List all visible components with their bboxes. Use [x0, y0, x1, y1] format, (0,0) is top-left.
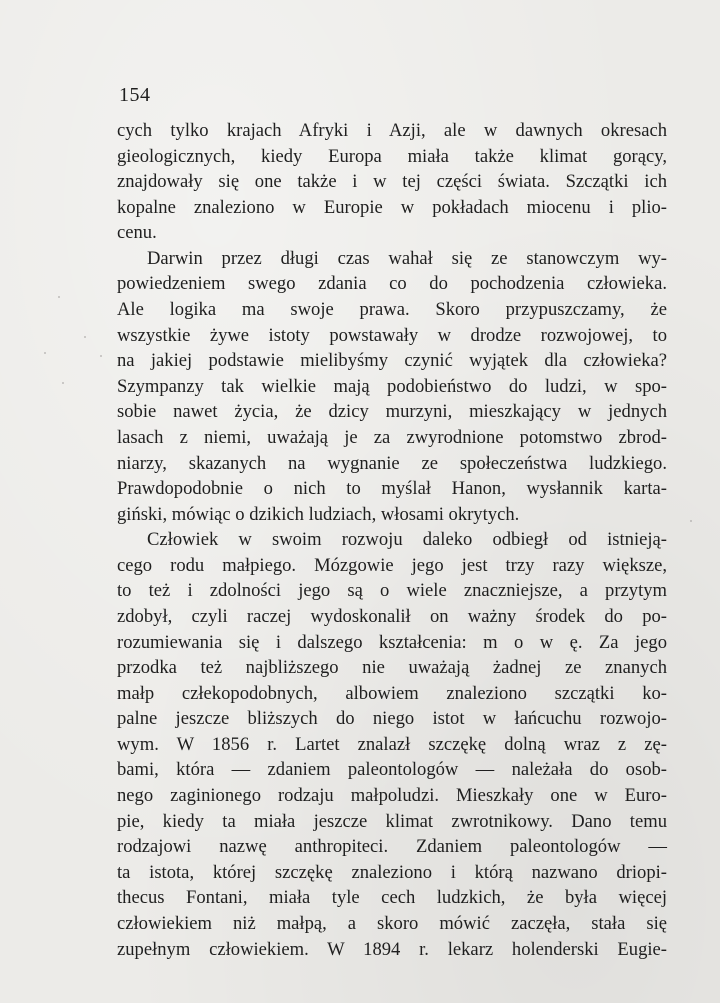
scan-speck [84, 336, 86, 338]
text-line: ta istota, której szczękę znaleziono i którą nazwano driopi- [117, 861, 667, 883]
text-line: rozumiewania się i dalszego kształcenia: m o w ę. Za jego [117, 631, 667, 653]
text-line: Prawdopodobnie o nich to myślał Hanon, wysłannik karta- [117, 478, 667, 500]
scan-speck [58, 296, 60, 298]
text-line: Szympanzy tak wielkie mają podobieństwo do ludzi, w spo- [117, 375, 667, 397]
page-number: 154 [119, 84, 151, 106]
text-line: zdobył, czyli raczej wydoskonalił on ważny środek do po- [117, 605, 667, 627]
scan-speck [44, 352, 46, 354]
text-line: giński, mówiąc o dzikich ludziach, włosami okrytych. [117, 503, 520, 525]
body-text [117, 118, 667, 962]
text-line: znajdowały się one także i w tej części świata. Szczątki ich [117, 171, 667, 193]
text-line: pie, kiedy ta miała jeszcze klimat zwrotnikowy. Dano temu [117, 810, 667, 832]
text-line: palne jeszcze bliższych do niego istot w łańcuchu rozwojo- [117, 708, 667, 730]
text-line: bami, która — zdaniem paleontologów — należała do osob- [117, 759, 667, 781]
text-line: sobie nawet życia, że dzicy murzyni, mieszkający w jednych [117, 401, 667, 423]
text-line: cych tylko krajach Afryki i Azji, ale w dawnych okresach [117, 120, 667, 141]
text-line: cego rodu małpiego. Mózgowie jego jest trzy razy większe, [117, 554, 667, 576]
text-line: wszystkie żywe istoty powstawały w drodze rozwojowej, to [117, 324, 667, 346]
text-line: gieologicznych, kiedy Europa miała także klimat gorący, [117, 145, 667, 167]
text-line: Człowiek w swoim rozwoju daleko odbiegł od istnieją- [147, 529, 667, 551]
scan-speck [100, 355, 102, 357]
text-line: zupełnym człowiekiem. W 1894 r. lekarz holenderski Eugie- [117, 938, 667, 960]
text-line: na jakiej podstawie mielibyśmy czynić wyjątek dla człowieka? [117, 350, 667, 372]
text-line: powiedzeniem swego zdania co do pochodzenia człowieka. [117, 273, 667, 295]
text-line: małp człekopodobnych, albowiem znaleziono szczątki ko- [117, 682, 667, 704]
text-line: kopalne znaleziono w Europie w pokładach miocenu i plio- [117, 196, 667, 218]
scan-speck [62, 382, 64, 384]
text-line: thecus Fontani, miała tyle cech ludzkich, że była więcej [117, 887, 667, 909]
text-line: to też i zdolności jego są o wiele znaczniejsze, a przytym [117, 580, 667, 602]
text-line: lasach z niemi, uważają je za zwyrodnione potomstwo zbrod- [117, 426, 667, 448]
text-line: nego zaginionego rodzaju małpoludzi. Mieszkały one w Euro- [117, 785, 667, 807]
text-line: Darwin przez długi czas wahał się ze stanowczym wy- [147, 247, 667, 269]
text-line: Ale logika ma swoje prawa. Skoro przypuszczamy, że [117, 299, 667, 321]
text-line: cenu. [117, 222, 157, 244]
scan-speck [690, 520, 692, 522]
text-line: wym. W 1856 r. Lartet znalazł szczękę dolną wraz z zę- [117, 733, 667, 755]
text-line: przodka też najbliższego nie uważają żadnej ze znanych [117, 657, 667, 679]
text-line: człowiekiem niż małpą, a skoro mówić zaczęła, stała się [117, 912, 667, 934]
text-line: rodzajowi nazwę anthropiteci. Zdaniem paleontologów — [117, 836, 667, 858]
text-line: niarzy, skazanych na wygnanie ze społeczeństwa ludzkiego. [117, 452, 667, 474]
